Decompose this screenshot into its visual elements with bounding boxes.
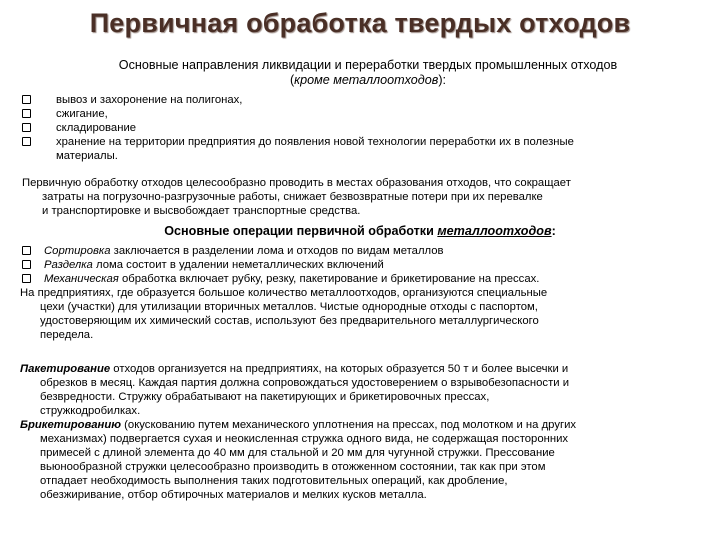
paragraph-line	[20, 363, 568, 375]
packing-line-1: отходов организуется на предприятиях, на которых образуется 50 т и более высечки и	[110, 363, 569, 375]
paragraph-line	[20, 419, 576, 431]
operations-heading-colon: :	[551, 224, 556, 238]
paragraph-line: обрезков в месяц. Каждая партия должна сопровождаться удостоверением о взрывобезопасности и	[40, 377, 570, 389]
paragraph-line: стружкодробилках.	[40, 405, 141, 417]
operation-text: лома состоит в удалении неметаллических включений	[92, 259, 384, 271]
list-item	[22, 258, 712, 272]
paragraph-line: удостоверяющим их химический состав, используют без предварительного металлургического	[40, 315, 539, 327]
operations-list	[22, 244, 712, 286]
subtitle	[18, 58, 718, 88]
packing-term: Пакетирование	[20, 363, 111, 375]
paragraph-line: отпадает необходимость выполнения таких подготовительных операций, как дробление,	[40, 475, 508, 487]
subtitle-open-paren: (	[289, 73, 295, 87]
list-item	[22, 244, 712, 258]
packing-paragraph	[20, 362, 700, 418]
page-title: Первичная обработка твердых отходов	[89, 8, 631, 38]
list-item	[22, 272, 712, 286]
briquetting-term: Брикетированию	[20, 419, 122, 431]
primary-processing-paragraph	[22, 176, 702, 218]
paragraph-line: цехи (участки) для утилизации вторичных металлов. Чистые однородные отходы с паспортом,	[40, 301, 538, 313]
operation-text: обработка включает рубку, резку, пакетирование и брикетирование на прессах.	[118, 273, 540, 285]
subtitle-line-2	[18, 73, 718, 88]
paragraph-line: передела.	[40, 329, 94, 341]
list-item	[22, 121, 702, 135]
paragraph-line: На предприятиях, где образуется большое количество металлоотходов, организуются специальные	[20, 287, 548, 299]
directions-list	[22, 93, 702, 163]
paragraph-line: безвредности. Стружку обрабатывают на пакетирующих и брикетировочных прессах,	[40, 391, 490, 403]
checkbox-bullet-icon	[22, 109, 31, 118]
list-item-text: вывоз и захоронение на полигонах,	[56, 94, 243, 106]
paragraph-line: обезжиривание, отбор обтирочных материалов и мелких кусков металла.	[40, 489, 427, 501]
list-item	[22, 107, 702, 121]
checkbox-bullet-icon	[22, 123, 31, 132]
checkbox-bullet-icon	[22, 246, 31, 255]
paragraph-line: Первичную обработку отходов целесообразно проводить в местах образования отходов, что сокращает	[22, 177, 571, 189]
subtitle-close-paren: ):	[438, 73, 447, 87]
operation-term: Разделка	[44, 259, 93, 271]
paragraph-line: вьюнообразной стружки целесообразно производить в отожженном состоянии, так как при этом	[40, 461, 546, 473]
list-item	[22, 93, 702, 107]
checkbox-bullet-icon	[22, 95, 31, 104]
list-item-text: хранение на территории предприятия до появления новой технологии переработки их в полезные	[56, 136, 574, 148]
list-item-continuation: материалы.	[56, 150, 118, 162]
briquetting-line-1: (окускованию путем механического уплотнения на прессах, под молотком и на других	[121, 419, 577, 431]
subtitle-italic: кроме металлоотходов	[294, 73, 439, 87]
paragraph-line: примесей с длиной элемента до 40 мм для стальной и 20 мм для чугунной стружки. Прессование	[40, 447, 555, 459]
operations-heading	[0, 224, 720, 238]
operations-heading-italic: металлоотходов	[437, 224, 552, 238]
operation-text: заключается в разделении лома и отходов по видам металлов	[110, 245, 444, 257]
paragraph-line: затраты на погрузочно-разгрузочные работы, снижает безвозвратные потери при их перевалке	[42, 191, 543, 203]
checkbox-bullet-icon	[22, 274, 31, 283]
paragraph-line: и транспортировке и высвобождает транспортные средства.	[42, 205, 361, 217]
operation-term: Механическая	[44, 273, 119, 285]
list-item	[22, 135, 702, 163]
checkbox-bullet-icon	[22, 137, 31, 146]
operation-term: Сортировка	[44, 245, 111, 257]
list-item-text: складирование	[56, 122, 137, 134]
enterprises-paragraph	[20, 286, 700, 342]
checkbox-bullet-icon	[22, 260, 31, 269]
briquetting-paragraph	[20, 418, 700, 502]
list-item-text: сжигание,	[56, 108, 108, 120]
paragraph-line: механизмах) подвергается сухая и неокисленная стружка одного вида, не содержащая посторонних	[40, 433, 569, 445]
operations-heading-text: Основные операции первичной обработки	[164, 224, 438, 238]
subtitle-line: Основные направления ликвидации и переработки твердых промышленных отходов	[118, 58, 618, 72]
